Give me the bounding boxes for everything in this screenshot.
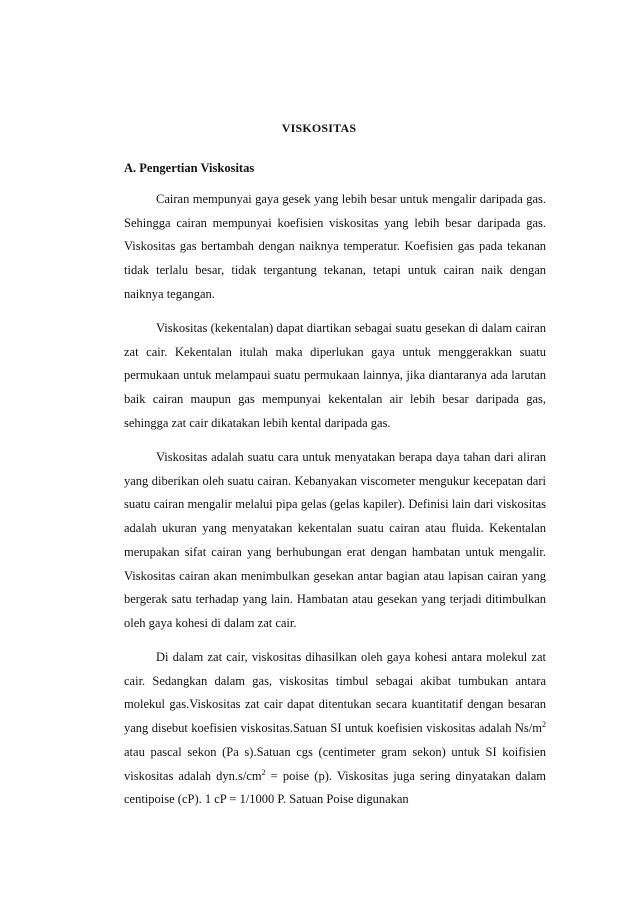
paragraph-4-text-3: = poise (p). Viskositas juga sering dinyatakan dalam centipoise (cP). 1 cP = 1/1000 P. Satuan Poise digunakan <box>124 768 546 807</box>
superscript-2b: 2 <box>261 767 266 777</box>
document-title: VISKOSITAS <box>281 121 357 135</box>
paragraph-4 <box>124 646 546 812</box>
section-heading: A. Pengertian Viskositas <box>124 161 255 175</box>
paragraph-1: Cairan mempunyai gaya gesek yang lebih besar untuk mengalir daripada gas. Sehingga cairan mempunyai koefisien viskositas yang lebih besar daripada gas. Viskositas gas bertambah dengan naiknya temperatur. Koefisien gas pada tekanan tidak terlalu besar, tidak tergantung tekanan, tetapi untuk cairan naik dengan naiknya tegangan. <box>124 192 546 301</box>
superscript-2: 2 <box>542 719 546 729</box>
paragraph-4-text-1: Di dalam zat cair, viskositas dihasilkan oleh gaya kohesi antara molekul zat cair. Sedangkan dalam gas, viskositas timbul sebagai akibat tumbukan antara molekul gas.Viskositas zat cair dapat ditentukan secara kuantitatif dengan besaran yang disebut koefisien viskositas.Satuan SI untuk koefisien viskositas adalah Ns/m <box>124 650 546 736</box>
paragraph-4-text-2: atau pascal sekon (Pa s).Satuan cgs (centimeter gram sekon) untuk SI koifisien viskositas adalah dyn.s/cm <box>124 744 546 783</box>
paragraph-3: Viskositas adalah suatu cara untuk menyatakan berapa daya tahan dari aliran yang diberikan oleh suatu cairan. Kebanyakan viscometer mengukur kecepatan dari suatu cairan mengalir melalui pipa gelas (gelas kapiler). Definisi lain dari viskositas adalah ukuran yang menyatakan kekentalan suatu cairan atau fluida. Kekentalan merupakan sifat cairan yang berhubungan erat dengan hambatan untuk mengalir. Viskositas cairan akan menimbulkan gesekan antar bagian atau lapisan cairan yang bergerak satu terhadap yang lain. Hambatan atau gesekan yang terjadi ditimbulkan oleh gaya kohesi di dalam zat cair. <box>124 450 546 630</box>
paragraph-2: Viskositas (kekentalan) dapat diartikan sebagai suatu gesekan di dalam cairan zat cair. Kekentalan itulah maka diperlukan gaya untuk menggerakkan suatu permukaan untuk melampaui suatu permukaan lainnya, jika diantaranya ada larutan baik cairan maupun gas mempunyai kekentalan air lebih besar daripada gas, sehingga zat cair dikatakan lebih kental daripada gas. <box>124 321 546 430</box>
